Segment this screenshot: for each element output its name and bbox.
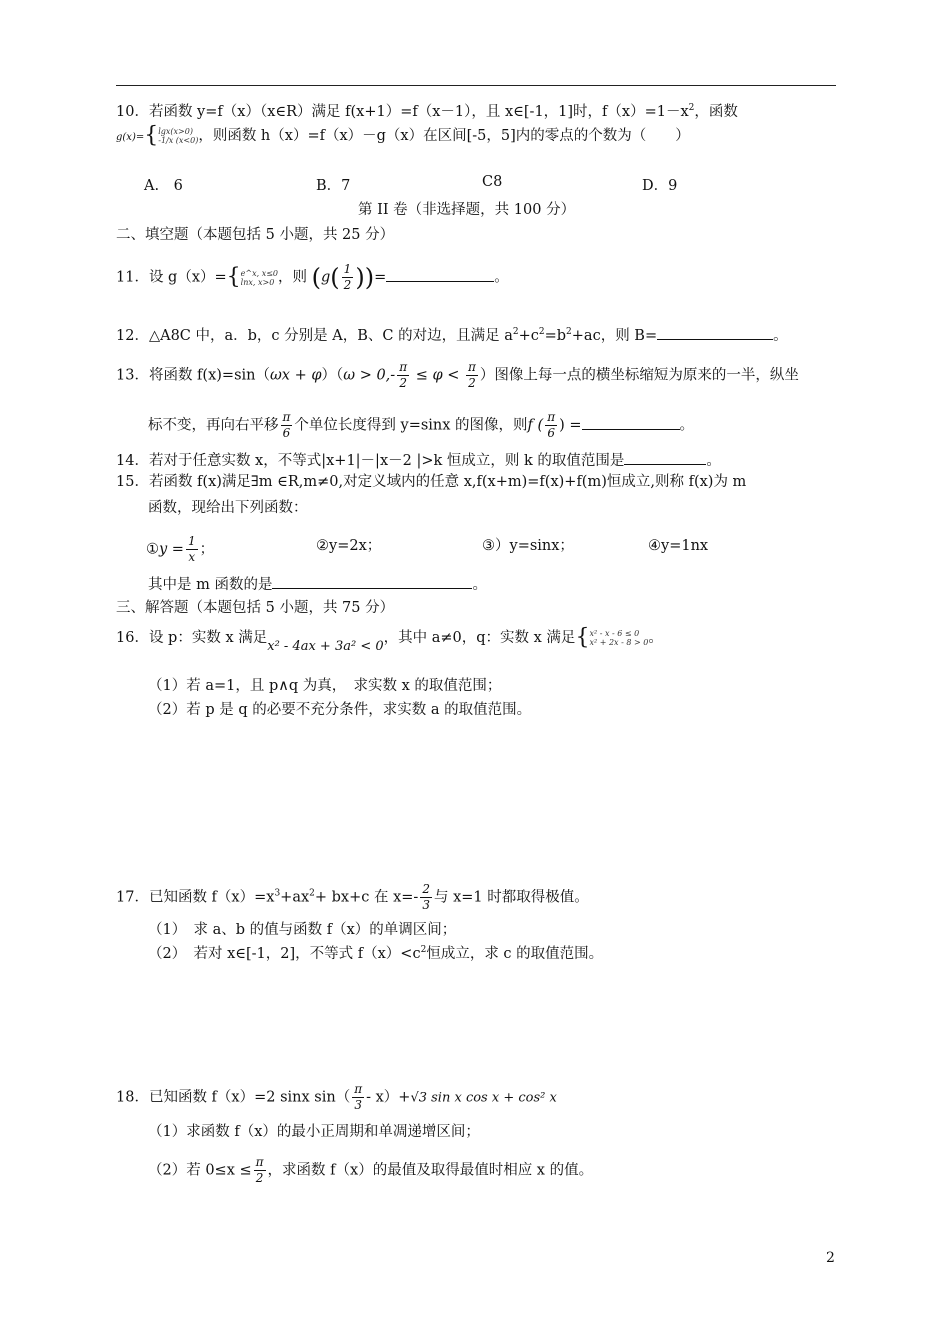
q15-line4-text: 其中是 m 函数的是 [148,577,273,593]
q15-line1: 15．若函数 f(x)满足∃m ∈R,m≠0,对定义域内的任意 x,f(x+m)=f(x)+f(m)恒成立,则称 f(x)为 m [116,474,747,490]
q16-text-b: ，其中 a≠0，q：实数 x 满足 [383,630,576,646]
q12-text4: +ac，则 B= [571,328,658,344]
q15-option2: ②y=2x； [316,538,382,554]
q18-frac-den: 3 [354,1098,362,1112]
q18-text-b: - x）+ [366,1089,411,1106]
page-number: 2 [826,1250,835,1266]
q16-part1: （1）若 a=1，且 p∧q 为真， 求实数 x 的取值范围； [148,678,502,694]
q15-line2: 函数，现给出下列函数： [148,500,308,516]
q10-superscript: 2 [688,103,695,114]
q18-text-a: 18．已知函数 f（x）=2 sinx sin（ [116,1089,351,1106]
q13-close: ) = [559,417,582,434]
q13-text-a: 13．将函数 f(x)=sin（ [116,367,270,384]
q18-part2-text-b: ，求函数 f（x）的最值及取得最值时相应 x 的值。 [267,1162,594,1179]
q17-line [116,882,589,913]
q11-inner-open: ( [330,263,340,292]
q17-text-d: 与 x=1 时都取得极值。 [433,889,589,906]
q16-system-top: x² - x - 6 ≤ 0 [589,629,640,638]
q15-opt1-num: 1 [187,534,196,548]
q11-piece-bottom: lnx, x>0 [240,277,275,287]
q18-part2-text-a: （2）若 0≤x ≤ [148,1162,252,1179]
q13-frac2 [466,360,478,391]
q11-brace: { [226,264,241,290]
q18-fraction [352,1082,364,1113]
q13-le: ≤ φ < [411,367,464,384]
q17-frac-den: 3 [422,898,430,912]
q18-part1: （1）求函数 f（x）的最小正周期和单凋递增区间； [148,1124,480,1140]
q13-frac2-den: 2 [468,376,476,390]
q13-inner: ωx + φ [269,367,322,384]
q17-fraction [420,882,432,913]
q18-part2-fraction [254,1155,266,1186]
q15-opt1-den: x [188,550,196,564]
q15-opt1-marker: ① [146,541,159,558]
q16-inequality: x² - 4ax + 3a² < 0 [267,639,384,654]
q11-piece-top: e^x, x≤0 [240,268,279,278]
q12-end: 。 [773,328,788,344]
q15-line4 [148,574,487,595]
q16-text-a: 16．设 p：实数 x 满足 [116,630,268,646]
q10-text: 10．若函数 y=f（x）（x∈R）满足 f(x+1）=f（x－1），且 x∈[-1，1]时，f（x）=1－x [116,104,689,120]
header-rule [116,85,836,86]
q18-line [116,1082,557,1113]
q17-text-b: +ax [280,889,310,906]
q11-mid: ，则 [278,269,308,286]
q11-inner-close: ) [355,263,365,292]
q14-answer-blank[interactable] [624,450,706,465]
section2-heading: 二、填空题（本题包括 5 小题，共 25 分） [116,227,395,243]
q10-question: ，则函数 h（x）=f（x）－g（x）在区间[-5，5]内的零点的个数为（ ） [198,128,690,144]
q13-cond: ω > 0,- [343,367,396,384]
q10-g-label: g(x)= [116,132,145,143]
q18-part2-frac-num: π [255,1155,264,1169]
q15-answer-blank[interactable] [272,574,472,589]
q12-answer-blank[interactable] [657,325,773,340]
q12-sup2: 2 [538,327,545,338]
q10-option-d: D．9 [642,178,678,194]
q11-period: 。 [494,269,509,286]
q10-option-c: C8 [482,174,503,190]
q13-text-e: 个单位长度得到 y=sinx 的图像，则 [294,417,528,434]
q13-frac4-den: 6 [547,426,555,440]
q13-frac1 [397,360,409,391]
part2-title: 第 II 卷（非选择题，共 100 分） [358,202,576,218]
q17-text-c: + bx+c 在 x=- [314,889,419,906]
q13-frac1-num: π [399,360,408,374]
q10-piecewise [158,127,198,145]
q16-text-c: 。 [648,630,663,646]
q13-text-c: ）图像上每一点的横坐标缩短为原来的一半，纵坐 [479,367,799,384]
q12-text1: 12．△A8C 中，a．b，c 分别是 A，B、C 的对边，且满足 a [116,328,513,344]
q15-end: 。 [472,577,487,593]
q12-line [116,325,788,346]
q11-open-paren: ( [311,263,321,292]
q11-g: g [321,269,331,286]
q13-answer-blank[interactable] [582,415,680,430]
q15-opt1-semi: ； [199,541,215,558]
q17-text-a: 17．已知函数 f（x）=x [116,889,275,906]
q13-text-b: ）（ [321,367,344,384]
q15-option1 [146,534,214,565]
q18-frac-num: π [354,1082,363,1096]
q17-part2-end: 恒成立，求 c 的取值范围。 [426,946,604,962]
q11-prefix: 11．设 g（x）= [116,269,227,286]
q17-sup-sq: 2 [309,888,315,899]
q17-sup-cube: 3 [274,888,281,899]
q13-frac4 [545,410,557,441]
q14-line [116,450,721,471]
q14-end: 。 [706,453,721,469]
q12-sup3: 2 [566,327,572,338]
q18-part2 [148,1155,593,1186]
q12-sup1: 2 [512,327,519,338]
q16-brace: { [575,625,590,650]
q10-line1 [116,102,738,122]
q13-frac1-den: 2 [399,376,407,390]
q11-frac-den: 2 [343,278,352,292]
q17-part2 [148,944,603,964]
q10-option-a: A. 6 [144,178,183,194]
q11-frac-num: 1 [343,262,352,276]
q17-part1: （1） 求 a、b 的值与函数 f（x）的单调区间； [148,922,457,938]
q10-brace: { [144,123,159,148]
q15-option4: ④y=1nx [648,538,709,554]
q11-piecewise [241,269,278,287]
q17-frac-num: 2 [422,882,430,896]
q13-text-d: 标不变，再向右平移 [148,417,279,434]
q11-line [116,262,509,293]
q13-line1 [116,360,799,391]
q10-option-b: B．7 [316,178,351,194]
q10-text-end: ，函数 [694,104,738,120]
q18-part2-frac-den: 2 [255,1171,264,1185]
q13-frac4-num: π [547,410,556,424]
q13-line2 [148,410,694,441]
q13-frac3-num: π [282,410,291,424]
q16-line [116,625,663,654]
q10-line2 [116,123,690,148]
section3-heading: 三、解答题（本题包括 5 小题，共 75 分） [116,600,395,616]
q10-piece-top: lgx(x>0) [158,127,193,136]
q13-frac3 [281,410,293,441]
q16-part2: （2）若 p 是 q 的必要不充分条件，求实数 a 的取值范围。 [148,702,532,718]
q17-part2-sup: 2 [420,945,427,956]
q17-part2-text: （2） 若对 x∈[-1，2]，不等式 f（x）<c [148,946,421,962]
q11-close-paren: ) [364,263,375,292]
q13-f: f ( [527,417,544,434]
q15-option3: ③）y=sinx； [482,538,574,554]
q13-frac3-den: 6 [282,426,291,440]
q15-opt1-y: y = [159,541,184,558]
q12-text2: +c [518,328,539,344]
q10-piece-bottom: -1/x (x<0) [158,136,199,145]
q18-expression: √3 sin x cos x + cos² x [410,1090,557,1106]
q11-equals: = [374,269,387,286]
q14-text: 14．若对于任意实数 x，不等式|x+1|－|x－2 |>k 恒成立，则 k 的取值范围是 [116,453,625,469]
q13-end: 。 [679,417,694,434]
q15-opt1-frac [186,534,198,565]
q11-answer-blank[interactable] [386,267,494,282]
q11-fraction [342,262,354,293]
q16-system [589,629,648,647]
q13-frac2-num: π [467,360,476,374]
q12-text3: =b [544,328,567,344]
q16-system-bottom: x² + 2x - 8 > 0 [589,638,649,647]
